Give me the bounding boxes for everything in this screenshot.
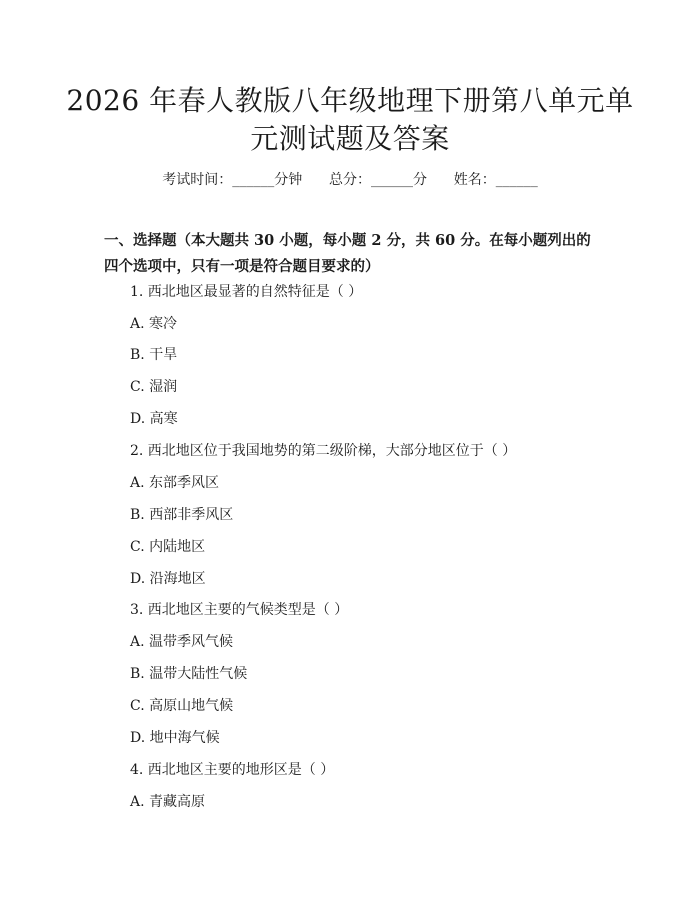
question-stem: 3. 西北地区主要的气候类型是（ ） xyxy=(130,602,349,618)
question-option: D. 高寒 xyxy=(130,411,178,427)
document-title-line-1: 2026 年春人教版八年级地理下册第八单元单 xyxy=(66,84,634,117)
question-option: D. 地中海气候 xyxy=(130,730,220,746)
question-option: A. 东部季风区 xyxy=(130,475,220,491)
question-option: A. 寒冷 xyxy=(130,316,178,332)
document-title-line-2: 元测试题及答案 xyxy=(250,122,450,155)
question-option: A. 青藏高原 xyxy=(130,794,206,810)
student-name-label: 姓名：______ xyxy=(453,172,538,188)
question-option: D. 沿海地区 xyxy=(130,571,206,587)
question-option: C. 高原山地气候 xyxy=(130,698,234,714)
question-option: C. 内陆地区 xyxy=(130,539,206,555)
exam-meta xyxy=(0,170,700,190)
question-option: C. 湿润 xyxy=(130,379,178,395)
question-stem: 1. 西北地区最显著的自然特征是（ ） xyxy=(130,284,363,300)
exam-time-label: 考试时间：______分钟 xyxy=(162,172,303,188)
question-option: B. 温带大陆性气候 xyxy=(130,666,248,682)
question-option: B. 干旱 xyxy=(130,347,178,363)
question-stem: 4. 西北地区主要的地形区是（ ） xyxy=(130,762,335,778)
question-stem: 2. 西北地区位于我国地势的第二级阶梯，大部分地区位于（ ） xyxy=(130,443,517,459)
total-score-label: 总分：______分 xyxy=(329,172,427,188)
question-option: A. 温带季风气候 xyxy=(130,634,234,650)
question-option: B. 西部非季风区 xyxy=(130,507,234,523)
section-heading-multiple-choice: 一、选择题（本大题共 30 小题，每小题 2 分，共 60 分。在每小题列出的四个选项中，只有一项是符合题目要求的） xyxy=(104,232,591,275)
